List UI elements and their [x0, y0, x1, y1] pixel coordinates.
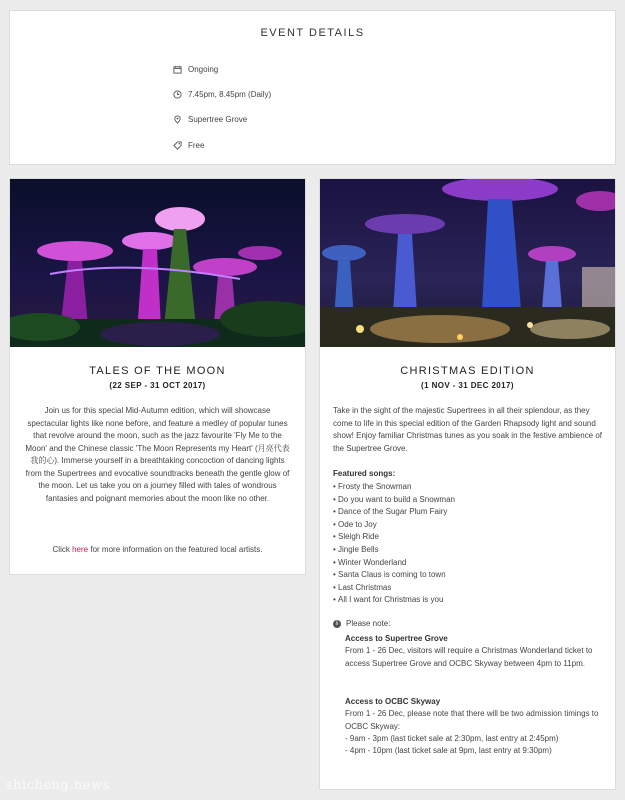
- event-location: Supertree Grove: [188, 115, 248, 124]
- list-item: • Jingle Bells: [333, 544, 455, 557]
- event-date: Ongoing: [188, 65, 219, 74]
- christmas-dates: (1 NOV - 31 DEC 2017): [421, 381, 514, 390]
- list-item: • Dance of the Sugar Plum Fairy: [333, 506, 455, 519]
- skyway-access-note: [345, 696, 605, 757]
- moon-artists-info: [10, 545, 305, 554]
- skyway-access-title: Access to OCBC Skyway: [345, 697, 441, 706]
- list-item: • Do you want to build a Snowman: [333, 494, 455, 507]
- please-note-label: Please note:: [346, 619, 391, 628]
- grove-access-title: Access to Supertree Grove: [345, 634, 448, 643]
- christmas-description: Take in the sight of the majestic Supertrees in all their splendour, as they come to life in this special edition of the Garden Rhapsody light and sound show! Enjoy familiar Christmas tunes as you soak in the festive ambience of the Supertree Grove.: [333, 406, 603, 453]
- list-item: • Last Christmas: [333, 582, 455, 595]
- moon-title: TALES OF THE MOON: [89, 365, 226, 377]
- event-details-card: [9, 10, 616, 165]
- event-price-row: [173, 141, 204, 150]
- moon-dates: (22 SEP - 31 OCT 2017): [109, 381, 206, 390]
- event-date-row: [173, 65, 218, 74]
- list-item: • Ode to Joy: [333, 519, 455, 532]
- list-item: • Santa Claus is coming to town: [333, 569, 455, 582]
- list-item: • Winter Wonderland: [333, 557, 455, 570]
- map-pin-icon: [173, 115, 182, 124]
- please-note: [333, 619, 390, 628]
- christmas-supertree-photo: [320, 179, 615, 347]
- event-time-row: [173, 90, 271, 99]
- grove-access-text: From 1 - 26 Dec, visitors will require a Christmas Wonderland ticket to access Supertree Grove and OCBC Skyway between 4pm to 11pm.: [345, 646, 593, 668]
- event-price: Free: [188, 141, 205, 150]
- clock-icon: [173, 90, 182, 99]
- moon-description: Join us for this special Mid-Autumn edition, which will showcase spectacular lights like none before, and feature a medley of popular tunes that revolve around the moon, such as the jazz favourite 'Fly Me to the Moon' and the Chinese classic 'The Moon Represents my Heart' (月亮代表我的心). Immerse yourself in a breathtaking concoction of dancing lights from the Supertrees and evocative soundtracks beneath the gentle glow of the moon. Let us take you on a journey filled with tales of wondrous fantasies and poignant memories about the moon like no other.: [25, 406, 290, 503]
- moon-click-prefix: Click: [52, 545, 70, 554]
- info-icon: i: [333, 620, 341, 628]
- event-time: 7.45pm, 8.45pm (Daily): [188, 90, 272, 99]
- event-location-row: [173, 115, 247, 124]
- featured-songs-heading: Featured songs:: [333, 469, 396, 478]
- list-item: • All I want for Christmas is you: [333, 594, 455, 607]
- christmas-title: CHRISTMAS EDITION: [400, 365, 535, 377]
- list-item: • Sleigh Ride: [333, 531, 455, 544]
- event-details-title: EVENT DETAILS: [260, 27, 365, 39]
- moon-supertree-photo: [10, 179, 305, 347]
- moon-artists-link[interactable]: here: [72, 545, 89, 554]
- skyway-access-text: From 1 - 26 Dec, please note that there will be two admission timings to OCBC Skyway:: [345, 709, 599, 731]
- watermark: shicheng.news: [6, 778, 110, 793]
- moon-click-suffix: for more information on the featured local artists.: [90, 545, 263, 554]
- skyway-timing-1: - 9am - 3pm (last ticket sale at 2:30pm, last entry at 2:45pm): [345, 733, 559, 743]
- grove-access-note: [345, 633, 605, 670]
- christmas-edition-card: [319, 178, 616, 790]
- skyway-timing-2: - 4pm - 10pm (last ticket sale at 9pm, last entry at 9:30pm): [345, 746, 552, 756]
- featured-songs-list: [333, 481, 455, 607]
- tales-of-the-moon-card: [9, 178, 306, 575]
- calendar-icon: [173, 65, 182, 74]
- tag-icon: [173, 141, 182, 150]
- list-item: • Frosty the Snowman: [333, 481, 455, 494]
